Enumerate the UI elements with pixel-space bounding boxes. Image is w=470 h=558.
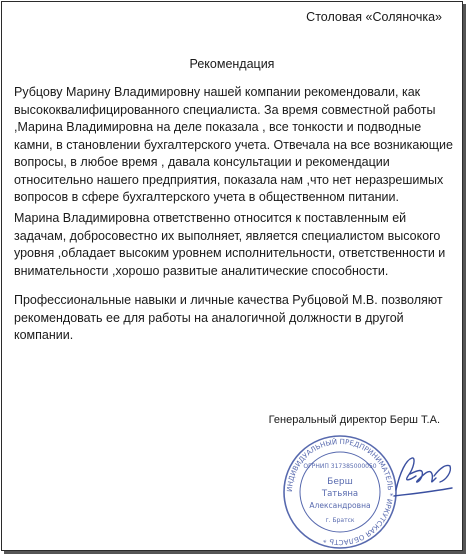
stamp-city: г. Братск [325, 517, 355, 524]
letter-page [1, 1, 463, 551]
stamp-seal [280, 432, 400, 552]
stamp-name-2: Татьяна [321, 489, 359, 499]
stamp-name-3: Александровна [309, 501, 371, 510]
stamp-outer-text: ИНДИВИДУАЛЬНЫЙ ПРЕДПРИНИМАТЕЛЬ * ИРКУТСКАЯ ОБЛАСТЬ * [285, 437, 395, 547]
document-title: Рекомендация [189, 57, 275, 71]
stamp-name-1: Берш [327, 477, 353, 487]
handwritten-signature [390, 450, 456, 500]
paragraph-3: Профессиональные навыки и личные качества Рубцовой М.В. позволяют рекомендовать ее для работы на аналогичной должности в другой компании. [14, 293, 443, 342]
paragraph-2: Марина Владимировна ответственно относится к поставленным ей задачам, добросовестно их выполняет, является специалистом высокого уровня ,обладает высоким уровнем исполнительности, ответственности и внимательности ,хорошо развитые аналитические способности. [14, 211, 446, 278]
paragraph-1: Рубцову Марину Владимировну нашей компании рекомендовали, как высококвалифицированного специалиста. За время совместной работы ,Марина Владимировна на деле показала , все тонкости и подводные камни, в становлении бухгалтерского учета. Отвечала на все возникающие вопросы, в любое время , давала консультации и рекомендации относительно нашего предприятия, показала нам ,что нет неразрешимых вопросов в сфере бухгалтерского учета в общественном питании. [14, 85, 453, 204]
organization-name: Столовая «Соляночка» [306, 10, 442, 24]
stamp-number: ОГРНИП 317385000050 [303, 463, 377, 470]
signature-line: Генеральный директор Берш Т.А. [268, 414, 440, 426]
